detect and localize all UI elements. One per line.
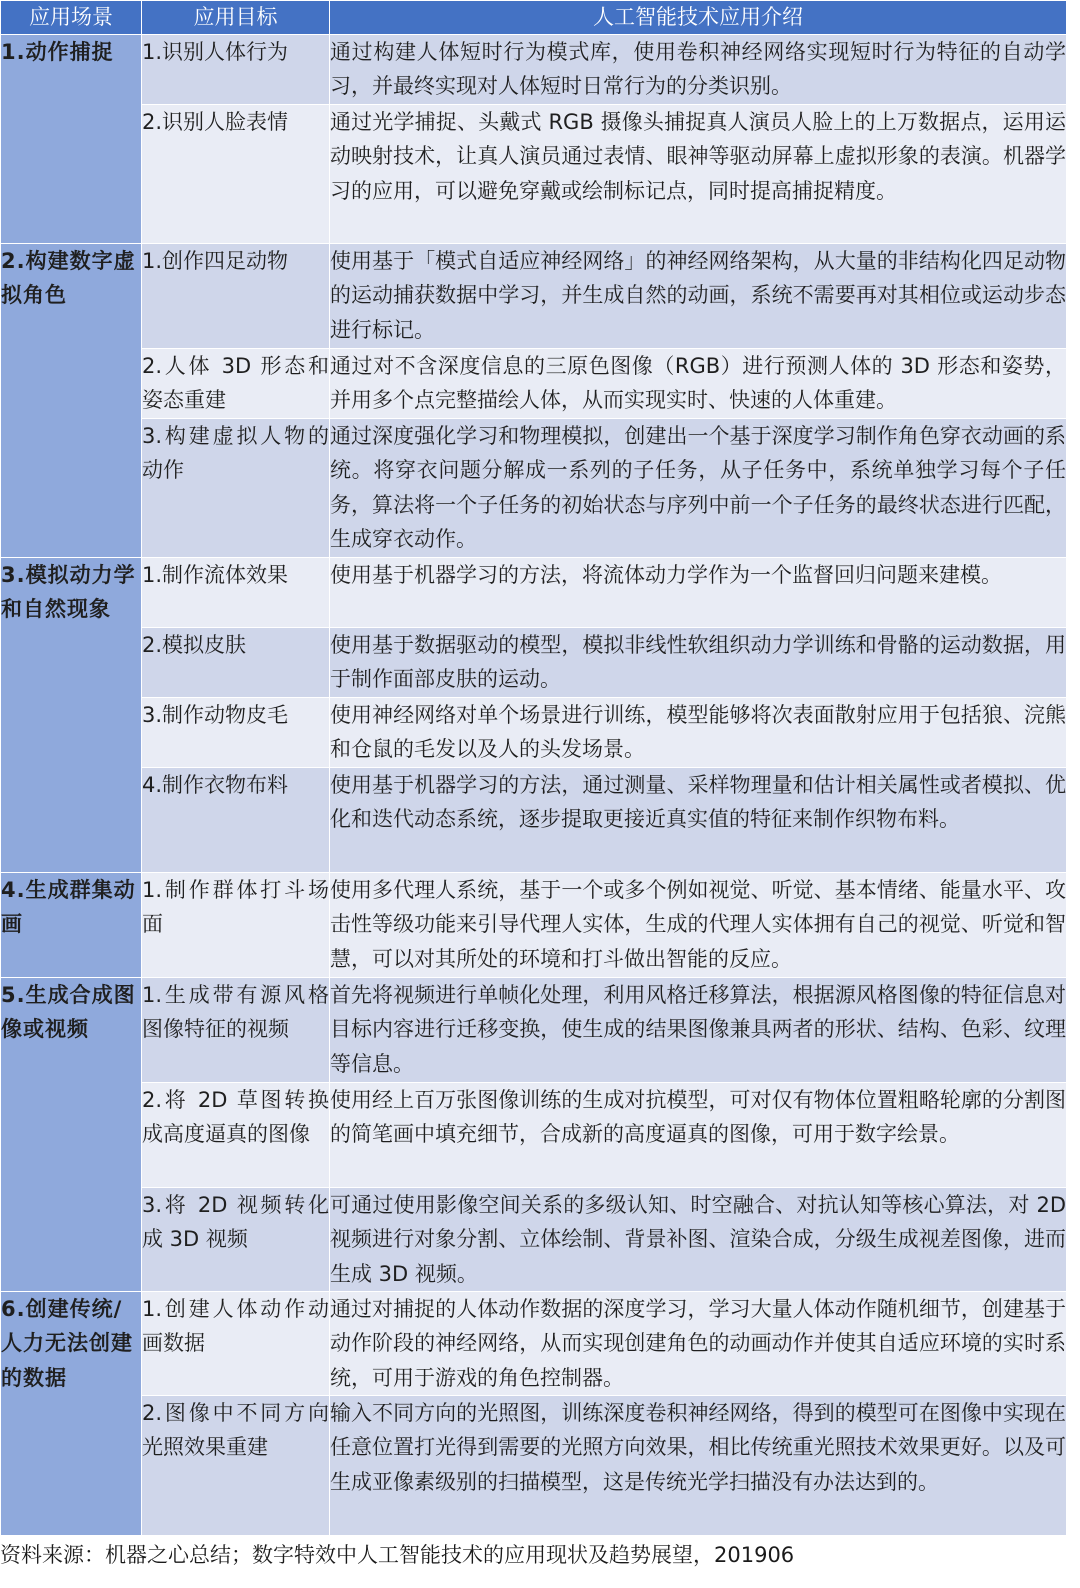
- goal-cell: 2.将 2D 草图转换成高度逼真的图像: [142, 1083, 330, 1188]
- description-cell: 使用多代理人系统，基于一个或多个例如视觉、听觉、基本情绪、能量水平、攻击性等级功能来引导代理人实体，生成的代理人实体拥有自己的视觉、听觉和智慧，可以对其所处的环境和打斗做出智能的反应。: [330, 873, 1067, 978]
- goal-cell: 2.图像中不同方向光照效果重建: [142, 1396, 330, 1536]
- description-cell: 使用基于机器学习的方法，将流体动力学作为一个监督回归问题来建模。: [330, 558, 1067, 628]
- scene-cell: 6.创建传统/人力无法创建的数据: [1, 1292, 142, 1536]
- table-row: [1, 1188, 1067, 1292]
- description-cell: 可通过使用影像空间关系的多级认知、时空融合、对抗认知等核心算法，对 2D 视频进行对象分割、立体绘制、背景补图、渲染合成，分级生成视差图像，进而生成 3D 视频。: [330, 1188, 1067, 1292]
- source-note: 资料来源：机器之心总结；数字特效中人工智能技术的应用现状及趋势展望，201906: [0, 1543, 795, 1567]
- description-cell: 首先将视频进行单帧化处理，利用风格迁移算法，根据源风格图像的特征信息对目标内容进行迁移变换，使生成的结果图像兼具两者的形状、结构、色彩、纹理等信息。: [330, 978, 1067, 1083]
- goal-cell: 2.人体 3D 形态和姿态重建: [142, 349, 330, 419]
- table-row: [1, 1083, 1067, 1188]
- description-cell: 通过光学捕捉、头戴式 RGB 摄像头捕捉真人演员人脸上的上万数据点，运用运动映射技术，让真人演员通过表情、眼神等驱动屏幕上虚拟形象的表演。机器学习的应用，可以避免穿戴或绘制标记点，同时提高捕捉精度。: [330, 105, 1067, 244]
- scene-cell: 5.生成合成图像或视频: [1, 978, 142, 1292]
- scene-cell: 4.生成群集动画: [1, 873, 142, 978]
- goal-cell: 3.制作动物皮毛: [142, 698, 330, 768]
- scene-cell: 2.构建数字虚拟角色: [1, 244, 142, 558]
- description-cell: 使用基于机器学习的方法，通过测量、采样物理量和估计相关属性或者模拟、优化和迭代动态系统，逐步提取更接近真实值的特征来制作织物布料。: [330, 768, 1067, 873]
- header-goal: 应用目标: [142, 1, 330, 35]
- table-row: [1, 1292, 1067, 1396]
- description-cell: 使用经上百万张图像训练的生成对抗模型，可对仅有物体位置粗略轮廓的分割图的简笔画中填充细节，合成新的高度逼真的图像，可用于数字绘景。: [330, 1083, 1067, 1188]
- description-cell: 输入不同方向的光照图，训练深度卷积神经网络，得到的模型可在图像中实现在任意位置打光得到需要的光照方向效果，相比传统重光照技术效果更好。以及可生成亚像素级别的扫描模型，这是传统光学扫描没有办法达到的。: [330, 1396, 1067, 1536]
- goal-cell: 1.生成带有源风格图像特征的视频: [142, 978, 330, 1083]
- header-scene: 应用场景: [1, 1, 142, 35]
- goal-cell: 3.将 2D 视频转化成 3D 视频: [142, 1188, 330, 1292]
- table-header-row: [1, 1, 1067, 35]
- goal-cell: 2.模拟皮肤: [142, 628, 330, 698]
- table-row: [1, 978, 1067, 1083]
- description-cell: 使用基于数据驱动的模型，模拟非线性软组织动力学训练和骨骼的运动数据，用于制作面部皮肤的运动。: [330, 628, 1067, 698]
- goal-cell: 1.制作流体效果: [142, 558, 330, 628]
- goal-cell: 1.制作群体打斗场面: [142, 873, 330, 978]
- goal-cell: 1.创建人体动作动画数据: [142, 1292, 330, 1396]
- description-cell: 通过深度强化学习和物理模拟，创建出一个基于深度学习制作角色穿衣动画的系统。将穿衣问题分解成一系列的子任务，从子任务中，系统单独学习每个子任务，算法将一个子任务的初始状态与序列中前一个子任务的最终状态进行匹配，生成穿衣动作。: [330, 419, 1067, 558]
- description-cell: 使用基于「模式自适应神经网络」的神经网络架构，从大量的非结构化四足动物的运动捕获数据中学习，并生成自然的动画，系统不需要再对其相位或运动步态进行标记。: [330, 244, 1067, 349]
- table-row: [1, 349, 1067, 419]
- table-row: [1, 244, 1067, 349]
- table-row: [1, 35, 1067, 105]
- goal-cell: 4.制作衣物布料: [142, 768, 330, 873]
- table-row: [1, 698, 1067, 768]
- header-description: 人工智能技术应用介绍: [330, 1, 1067, 35]
- table-row: [1, 558, 1067, 628]
- scene-cell: 1.动作捕捉: [1, 35, 142, 244]
- table-row: [1, 1396, 1067, 1536]
- goal-cell: 1.创作四足动物: [142, 244, 330, 349]
- goal-cell: 2.识别人脸表情: [142, 105, 330, 244]
- goal-cell: 3.构建虚拟人物的动作: [142, 419, 330, 558]
- table-row: [1, 873, 1067, 978]
- description-cell: 使用神经网络对单个场景进行训练，模型能够将次表面散射应用于包括狼、浣熊和仓鼠的毛发以及人的头发场景。: [330, 698, 1067, 768]
- description-cell: 通过对不含深度信息的三原色图像（RGB）进行预测人体的 3D 形态和姿势，并用多个点完整描绘人体，从而实现实时、快速的人体重建。: [330, 349, 1067, 419]
- description-cell: 通过构建人体短时行为模式库，使用卷积神经网络实现短时行为特征的自动学习，并最终实现对人体短时日常行为的分类识别。: [330, 35, 1067, 105]
- table-row: [1, 105, 1067, 244]
- table-row: [1, 768, 1067, 873]
- goal-cell: 1.识别人体行为: [142, 35, 330, 105]
- description-cell: 通过对捕捉的人体动作数据的深度学习，学习大量人体动作随机细节，创建基于动作阶段的神经网络，从而实现创建角色的动画动作并使其自适应环境的实时系统，可用于游戏的角色控制器。: [330, 1292, 1067, 1396]
- scene-cell: 3.模拟动力学和自然现象: [1, 558, 142, 873]
- table-row: [1, 628, 1067, 698]
- table-row: [1, 419, 1067, 558]
